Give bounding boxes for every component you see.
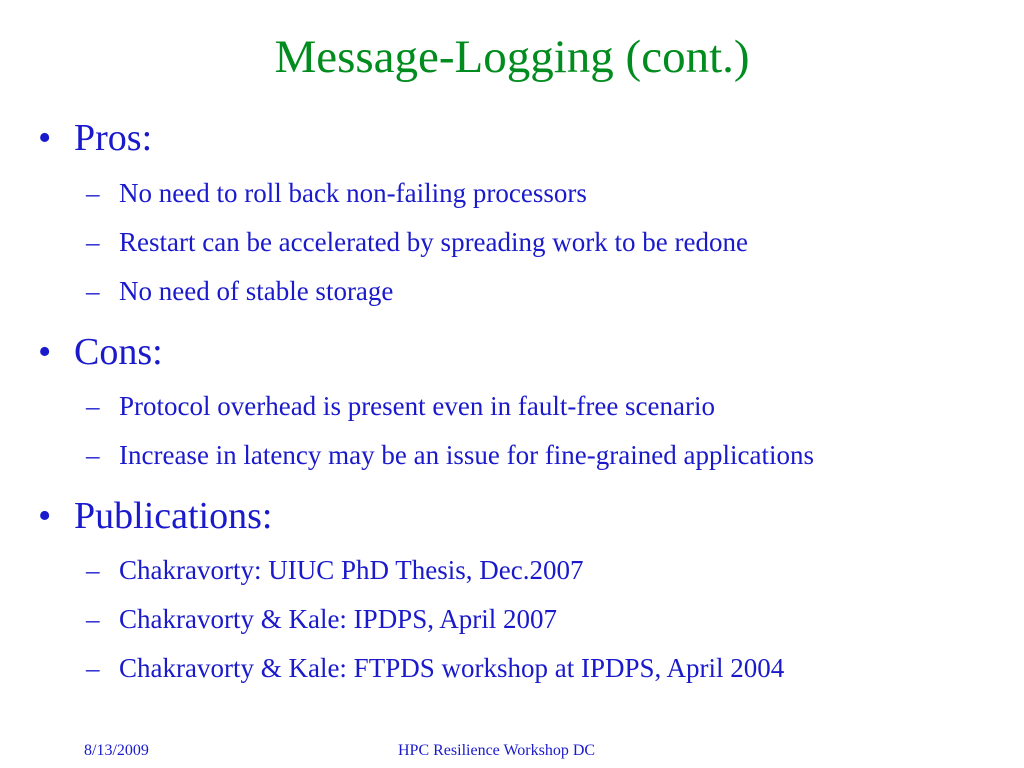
list-item	[86, 655, 784, 682]
bullet-marker: •	[38, 117, 52, 159]
list-item-text: Chakravorty: UIUC PhD Thesis, Dec.2007	[119, 555, 584, 585]
footer-date: 8/13/2009	[84, 742, 149, 759]
bullet-marker: •	[38, 495, 52, 537]
section-heading-publications	[38, 497, 272, 535]
bullet-marker: •	[38, 331, 52, 373]
list-item	[86, 393, 715, 420]
dash-marker: –	[86, 391, 100, 421]
slide-title: Message-Logging (cont.)	[274, 31, 750, 83]
section-heading-pros	[38, 119, 152, 157]
list-item-text: Protocol overhead is present even in fault-free scenario	[119, 391, 716, 421]
section-heading-label: Publications:	[74, 495, 273, 537]
dash-marker: –	[86, 604, 100, 634]
list-item-text: No need to roll back non-failing processors	[119, 178, 587, 208]
dash-marker: –	[86, 227, 100, 257]
dash-marker: –	[86, 440, 100, 470]
dash-marker: –	[86, 276, 100, 306]
list-item	[86, 229, 748, 256]
list-item	[86, 180, 587, 207]
list-item	[86, 442, 814, 469]
section-heading-cons	[38, 333, 163, 371]
footer-event-name: HPC Resilience Workshop DC	[398, 742, 596, 759]
section-heading-label: Cons:	[74, 331, 163, 373]
list-item-text: Increase in latency may be an issue for fine-grained applications	[119, 440, 814, 470]
list-item	[86, 606, 557, 633]
list-item	[86, 557, 583, 584]
list-item-text: Restart can be accelerated by spreading work to be redone	[119, 227, 748, 257]
list-item	[86, 278, 393, 305]
dash-marker: –	[86, 178, 100, 208]
section-heading-label: Pros:	[74, 117, 153, 159]
list-item-text: Chakravorty & Kale: FTPDS workshop at IPDPS, April 2004	[119, 653, 785, 683]
list-item-text: Chakravorty & Kale: IPDPS, April 2007	[119, 604, 557, 634]
dash-marker: –	[86, 555, 100, 585]
dash-marker: –	[86, 653, 100, 683]
list-item-text: No need of stable storage	[119, 276, 394, 306]
